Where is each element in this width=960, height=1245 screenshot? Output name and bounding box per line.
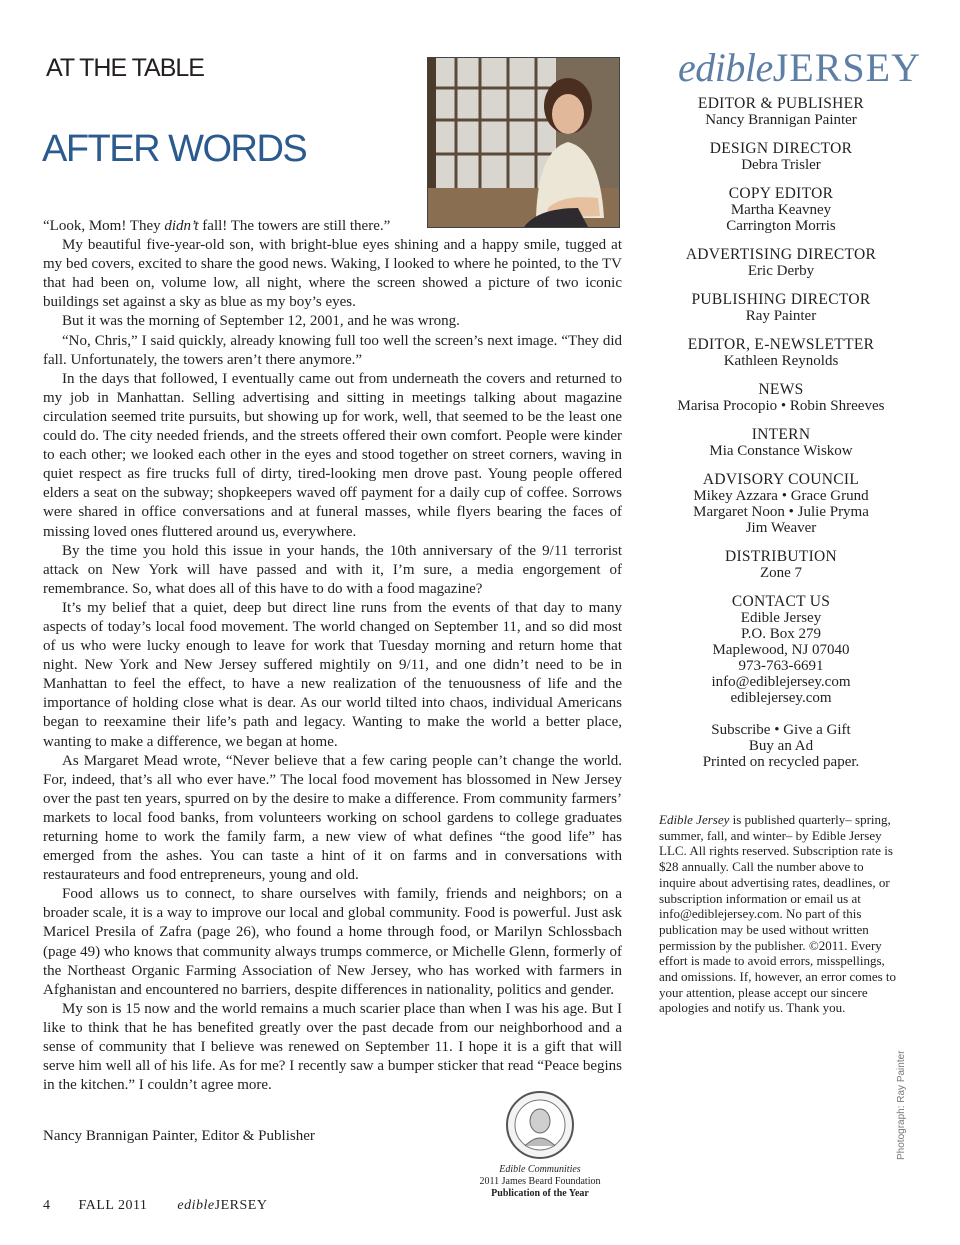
masthead-group [660,292,902,324]
subscribe-line: Printed on recycled paper. [702,754,860,770]
contact-line: P.O. Box 279 [740,626,822,642]
body-paragraph: But it was the morning of September 12, 2001, and he was wrong. [62,313,460,330]
masthead-role: EDITOR & PUBLISHER [697,95,865,112]
masthead-role: DISTRIBUTION [724,548,838,565]
body-paragraph: My son is 15 now and the world remains a much scarier place than when I was his age. But I like to think that he has benefited greatly over the past decade from our neighborhood and a sense of community that I believe was renewed on September 11. I hope it is a gift that will serve him well all of his life. As for me? I recently saw a bumper sticker that read “Peace begins in the kitchen.” I couldn’t agree more. [43,1000,622,1094]
masthead-name: Martha Keavney [730,202,832,218]
masthead-name: Debra Trisler [741,157,821,173]
body-paragraph: As Margaret Mead wrote, “Never believe that a few caring people can’t change the world. For, indeed, that’s all who ever have.” The local food movement has blossomed in New Jersey over the past ten years, spurred on by the desire to make a difference. From community farmers’ markets to local food banks, from volunteers working on school gardens to college graduates returning home to work the family farm, a new view of what defines “the good life” has emerged from the ashes. You can taste a hint of it on farms and in conversations with restaurateurs and food entrepreneurs, young and old. [43,752,622,884]
footer-brand-jersey: JERSEY [214,1198,268,1213]
contact-group [660,594,902,706]
masthead [660,96,902,770]
body-paragraph: In the days that followed, I eventually came out from underneath the covers and returned to my job in Manhattan. Selling advertising and sitting in meetings talking about magazine circulation seemed trite pursuits, but showing up for work, well, that seemed to be the least one could do. The city needed friends, and the streets offered their own comfort. People were kinder to each other; we looked each other in the eyes and stood together on street corners, waving in quiet respect as fire trucks full of dirty, tired-looking men drove past. Young people offered elders a seat on the subway; shopkeepers waved off payment for a daily cup of coffee. Sorrows were shared in office conversations and at funeral masses, while flyers bearing the faces of missing loved ones fluttered around us, everywhere. [43,370,622,540]
subscribe-group [660,722,902,770]
body-paragraph: It’s my belief that a quiet, deep but direct line runs from the events of that day to many aspects of today’s local food movement. The world changed on September 11, and so did most of us who were lucky enough to leave for work that Tuesday morning and return home that night. New York and New Jersey suffered mightily on 9/11, and one didn’t need to be in Manhattan to feel the effect, to have a new realization of the tenuousness of life and the importance of holding close what is dear. As our world tilted into chaos, individual Americans began to reexamine their life’s path and legacy. Wanting to make the world a better place, wanting to make a difference, we began at home. [43,599,622,750]
masthead-role: PUBLISHING DIRECTOR [691,291,871,308]
masthead-name: Jim Weaver [745,520,817,536]
body-paragraph [43,217,622,236]
masthead-role: DESIGN DIRECTOR [709,140,853,157]
masthead-name: Ray Painter [745,308,817,324]
publication-notice-text: is published quarterly– spring, summer, fall, and winter– by Edible Jersey LLC. All rights reserved. Subscription rate is $28 annually. Call the number above to inquire about advertising rates, deadlines, or subscription information or email us at info@ediblejersey.com. No part of this publication may be used without written permission by the publisher. ©2011. Every effort is made to avoid errors, misspellings, and omissions. If, however, an error comes to your attention, please accept our sincere apologies and notify us. Thank you. [659,812,897,1016]
masthead-name: Margaret Noon • Julie Pryma [693,504,869,520]
contact-website: ediblejersey.com [730,690,832,706]
masthead-name: Marisa Procopio • Robin Shreeves [677,398,885,414]
masthead-role: COPY EDITOR [728,185,834,202]
subscribe-line: Buy an Ad [748,738,814,754]
award-caption-community: Edible Communities [499,1164,581,1175]
masthead-role: ADVISORY COUNCIL [702,471,860,488]
masthead-role: INTERN [751,426,811,443]
quote-text-b: fall! The towers are still there.” [198,218,391,234]
section-label: AT THE TABLE [46,54,204,82]
masthead-group [660,96,902,128]
body-paragraph: My beautiful five-year-old son, with bright-blue eyes shining and a happy smile, tugged at my bed covers, excited to share the good news. Waking, I looked to where he pointed, to the TV that had been on, volume low, all night, where the screen showed a picture of two iconic buildings set against a sky as blue as my boy’s eyes. [43,237,622,311]
masthead-group [660,186,902,234]
page-footer [43,1198,267,1214]
issue-label: FALL 2011 [78,1198,148,1213]
award-badge [470,1090,610,1200]
masthead-name: Mikey Azzara • Grace Grund [693,488,869,504]
masthead-group [660,472,902,536]
body-paragraph: Food allows us to connect, to share ourselves with family, friends and neighbors; on a broader scale, it is a way to improve our local and global community. Food is powerful. Just ask Maricel Presila of Zafra (page 26), who found a home through food, or Marilyn Schlossbach (page 49) who knows that community always trumps commerce, or Michelle Glenn, formerly of the Northeast Organic Farming Association of New Jersey, who has worked with farmers in Afghanistan and encountered no barriers, despite differences in nationality, politics and gender. [43,886,622,998]
page-number: 4 [43,1198,51,1213]
publication-notice [659,812,899,1016]
headline: AFTER WORDS [42,128,307,170]
award-caption-foundation: 2011 James Beard Foundation [479,1176,601,1187]
edible-jersey-logo [678,44,921,91]
masthead-group [660,141,902,173]
masthead-group [660,337,902,369]
masthead-role: NEWS [758,381,804,398]
masthead-role: ADVERTISING DIRECTOR [685,246,877,263]
logo-jersey: JERSEY [772,45,921,90]
author-photo [427,57,620,228]
masthead-name: Carrington Morris [726,218,836,234]
masthead-group [660,382,902,414]
masthead-group [660,549,902,581]
contact-email: info@ediblejersey.com [711,674,851,690]
body-paragraph: “No, Chris,” I said quickly, already knowing full too well the screen’s next image. “They did fall. Unfortunately, the towers aren’t there anymore.” [43,332,622,368]
quote-text-a: “Look, Mom! They [43,218,165,234]
photo-credit: Photograph: Ray Painter [896,1050,907,1160]
signature: Nancy Brannigan Painter, Editor & Publisher [43,1128,315,1144]
contact-heading: CONTACT US [731,593,831,610]
masthead-name: Kathleen Reynolds [723,353,839,369]
logo-edible: edible [678,45,773,90]
quote-emphasis: didn’t [164,218,199,234]
masthead-group [660,247,902,279]
masthead-name: Zone 7 [759,565,803,581]
masthead-name: Mia Constance Wiskow [709,443,853,459]
award-caption-title: Publication of the Year [491,1188,589,1199]
footer-brand-edible: edible [177,1198,215,1213]
article-body [43,217,622,1095]
masthead-name: Eric Derby [747,263,815,279]
masthead-role: EDITOR, E-NEWSLETTER [687,336,875,353]
masthead-name: Nancy Brannigan Painter [705,112,857,128]
subscribe-line: Subscribe • Give a Gift [711,722,851,738]
contact-line: Edible Jersey [740,610,822,626]
contact-phone: 973-763-6691 [738,658,824,674]
james-beard-seal-icon [505,1090,575,1160]
publication-name: Edible Jersey [659,812,730,827]
masthead-group [660,427,902,459]
contact-line: Maplewood, NJ 07040 [712,642,850,658]
body-paragraph: By the time you hold this issue in your hands, the 10th anniversary of the 9/11 terrorist attack on New York will have passed and with it, I’m sure, a media engorgement of remembrance. So, what does all of this have to do with a food magazine? [43,542,622,597]
